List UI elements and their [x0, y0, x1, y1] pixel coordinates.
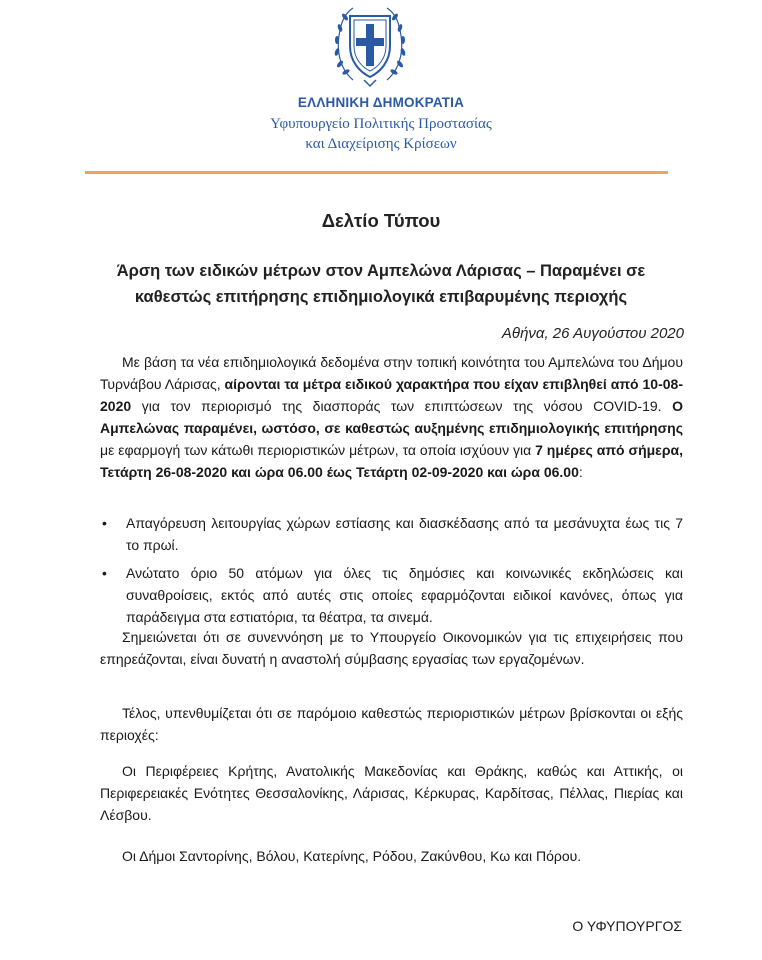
paragraph-main-text3: με εφαρμογή των κάτωθι περιοριστικών μέτρων, τα οποία ισχύουν για [100, 442, 536, 458]
paragraph-main-text4: : [578, 464, 583, 480]
paragraph-main-text2: για τον περιορισμό της διασποράς των επιπτώσεων της νόσου COVID-19. [131, 398, 673, 414]
document-title: Δελτίο Τύπου [321, 210, 441, 231]
paragraph-main-bold2: Ο Αμπελώνας παραμένει, ωστόσο, σε καθεστώς αυξημένης επιδημιολογικής επιτήρησης [100, 398, 683, 436]
ministry-name-line1: Υφυπουργείο Πολιτικής Προστασίας [270, 116, 492, 132]
measures-list [100, 512, 683, 634]
greek-coat-of-arms-icon [331, 2, 409, 88]
list-item-text: Απαγόρευση λειτουργίας χώρων εστίασης και διασκέδασης από τα μεσάνυχτα έως τις 7 το πρωί. [126, 515, 683, 553]
list-item [100, 562, 683, 628]
paragraph-labour-note: Σημειώνεται ότι σε συνεννόηση με το Υπουργείο Οικονομικών για τις επιχειρήσεις που επηρεάζονται, είναι δυνατή η αναστολή σύμβασης εργασίας των εργαζομένων. [100, 629, 683, 667]
subject-line1: Άρση των ειδικών μέτρων στον Αμπελώνα Λάρισας – Παραμένει σε [116, 262, 646, 280]
subject-line2: καθεστώς επιτήρησης επιδημιολογικά επιβαρυμένης περιοχής [134, 288, 628, 306]
list-item-text: Ανώτατο όριο 50 ατόμων για όλες τις δημόσιες και κοινωνικές εκδηλώσεις και συναθροίσεις, εκτός από αυτές στις οποίες εφαρμόζονται ειδικοί κανόνες, όπως για παράδειγμα στα εστιατόρια, τα θέατρα, τα σινεμά. [126, 565, 683, 625]
bullet-icon: • [102, 515, 107, 531]
paragraph-regions: Οι Περιφέρειες Κρήτης, Ανατολικής Μακεδονίας και Θράκης, καθώς και Αττικής, οι Περιφερειακές Ενότητες Θεσσαλονίκης, Λάρισας, Κέρκυρας, Καρδίτσας, Πέλλας, Πιερίας και Λέσβου. [100, 763, 683, 823]
paragraph-main-bold1: αίρονται τα μέτρα ειδικού χαρακτήρα που είχαν επιβληθεί από 10-08-2020 [100, 376, 683, 414]
paragraph-reminder: Τέλος, υπενθυμίζεται ότι σε παρόμοιο καθεστώς περιοριστικών μέτρων βρίσκονται οι εξής περιοχές: [100, 705, 683, 743]
ministry-name-line2: και Διαχείρισης Κρίσεων [305, 136, 457, 152]
bullet-icon: • [102, 565, 107, 581]
republic-name: ΕΛΛΗΝΙΚΗ ΔΗΜΟΚΡΑΤΙΑ [297, 95, 465, 110]
document-date: Αθήνα, 26 Αυγούστου 2020 [501, 325, 684, 342]
paragraph-municipalities: Οι Δήμοι Σαντορίνης, Βόλου, Κατερίνης, Ρόδου, Ζακύνθου, Κω και Πόρου. [122, 848, 582, 864]
press-release-subject [70, 258, 692, 310]
paragraph-main-bold3: 7 ημέρες από σήμερα, Τετάρτη 26-08-2020 και ώρα 06.00 έως Τετάρτη 02-09-2020 και ώρα 06.00 [100, 442, 683, 480]
list-item [100, 512, 683, 556]
header-divider [85, 171, 668, 174]
paragraph-main [100, 351, 683, 483]
signature: Ο ΥΦΥΠΟΥΡΓΟΣ [572, 918, 682, 934]
paragraph-main-text1: Με βάση τα νέα επιδημιολογικά δεδομένα στην τοπική κοινότητα του Αμπελώνα του Δήμου Τυρνάβου Λάρισας, [100, 354, 683, 392]
